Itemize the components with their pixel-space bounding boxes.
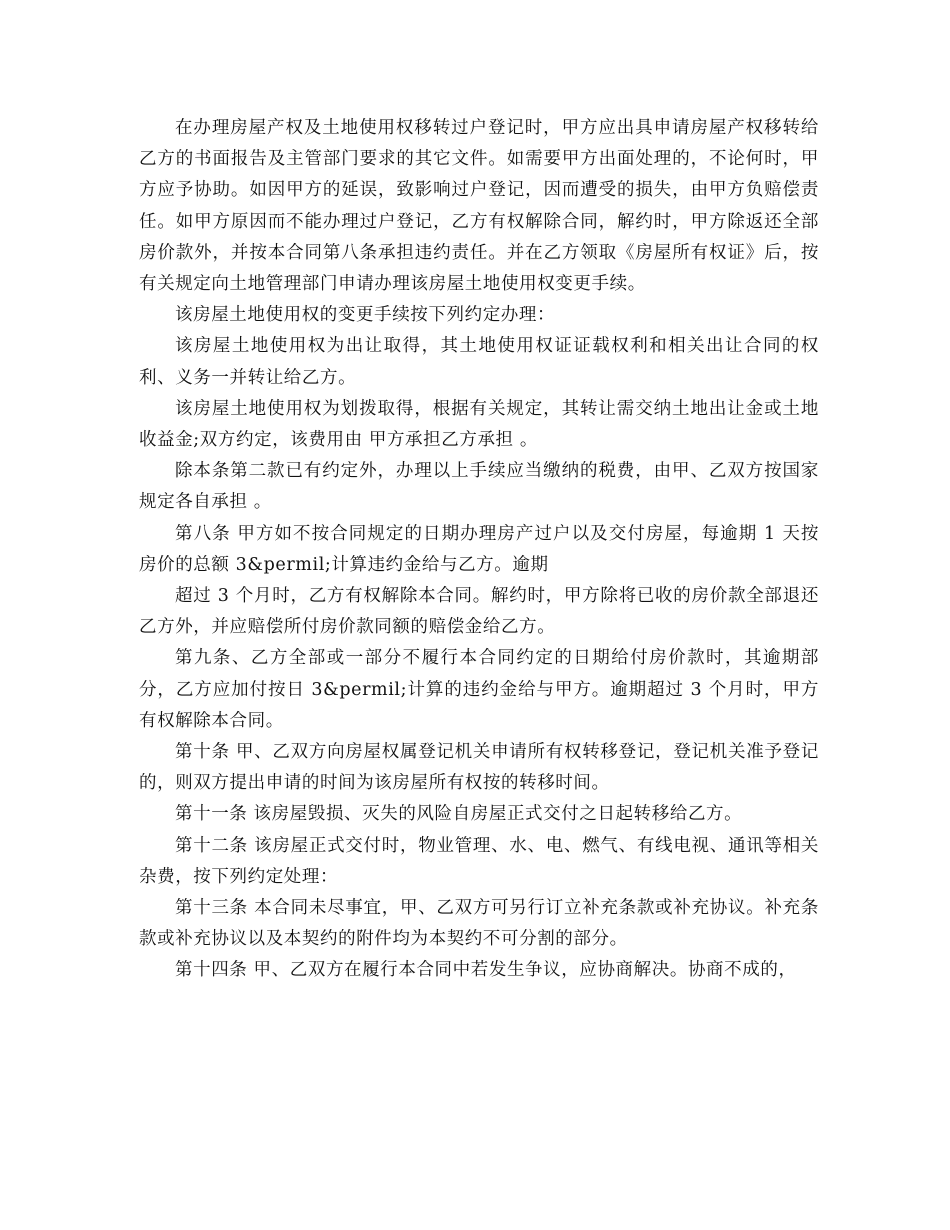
paragraph-taxes-fees: 除本条第二款已有约定外，办理以上手续应当缴纳的税费，由甲、乙双方按国家规定各自承担 。 [139, 461, 819, 513]
paragraph-land-use-procedure: 该房屋土地使用权的变更手续按下列约定办理： [175, 305, 556, 326]
paragraph-article-12: 第十二条 该房屋正式交付时，物业管理、水、电、燃气、有线电视、通讯等相关杂费，按下列约定处理： [139, 835, 819, 887]
paragraph-article-11: 第十一条 该房屋毁损、灭失的风险自房屋正式交付之日起转移给乙方。 [175, 804, 743, 825]
paragraph-article-9: 第九条、乙方全部或一部分不履行本合同约定的日期给付房价款时，其逾期部分，乙方应加付按日 3&permil;计算的违约金给与甲方。逾期超过 3 个月时，甲方有权解除本合同。 [139, 648, 819, 731]
paragraph-article-10: 第十条 甲、乙双方向房屋权属登记机关申请所有权转移登记，登记机关准予登记的，则双方提出申请的时间为该房屋所有权按的转移时间。 [139, 742, 819, 794]
paragraph-land-transfer-granted: 该房屋土地使用权为出让取得，其土地使用权证证载权利和相关出让合同的权利、义务一并转让给乙方。 [139, 336, 819, 388]
paragraph-article-14: 第十四条 甲、乙双方在履行本合同中若发生争议，应协商解决。协商不成的， [175, 960, 797, 981]
paragraph-article-8: 第八条 甲方如不按合同规定的日期办理房产过户以及交付房屋，每逾期 1 天按房价的总额 3&permil;计算违约金给与乙方。逾期 [139, 523, 819, 575]
paragraph-transfer-registration: 在办理房屋产权及土地使用权移转过户登记时，甲方应出具申请房屋产权移转给乙方的书面报告及主管部门要求的其它文件。如需要甲方出面处理的，不论何时，甲方应予协助。如因甲方的延误，致影响过户登记，因而遭受的损失，由甲方负赔偿责任。如甲方原因而不能办理过户登记，乙方有权解除合同，解约时，甲方除返还全部房价款外，并按本合同第八条承担违约责任。并在乙方领取《房屋所有权证》后，按有关规定向土地管理部门申请办理该房屋土地使用权变更手续。 [139, 118, 819, 295]
paragraph-land-transfer-allocated: 该房屋土地使用权为划拨取得，根据有关规定，其转让需交纳土地出让金或土地收益金;双方约定，该费用由 甲方承担乙方承担 。 [139, 398, 819, 451]
paragraph-article-8-continued: 超过 3 个月时，乙方有权解除本合同。解约时，甲方除将已收的房价款全部退还乙方外，并应赔偿所付房价款同额的赔偿金给乙方。 [139, 586, 819, 638]
paragraph-article-13: 第十三条 本合同未尽事宜，甲、乙双方可另行订立补充条款或补充协议。补充条款或补充协议以及本契约的附件均为本契约不可分割的部分。 [139, 898, 819, 950]
document-body [139, 113, 819, 987]
